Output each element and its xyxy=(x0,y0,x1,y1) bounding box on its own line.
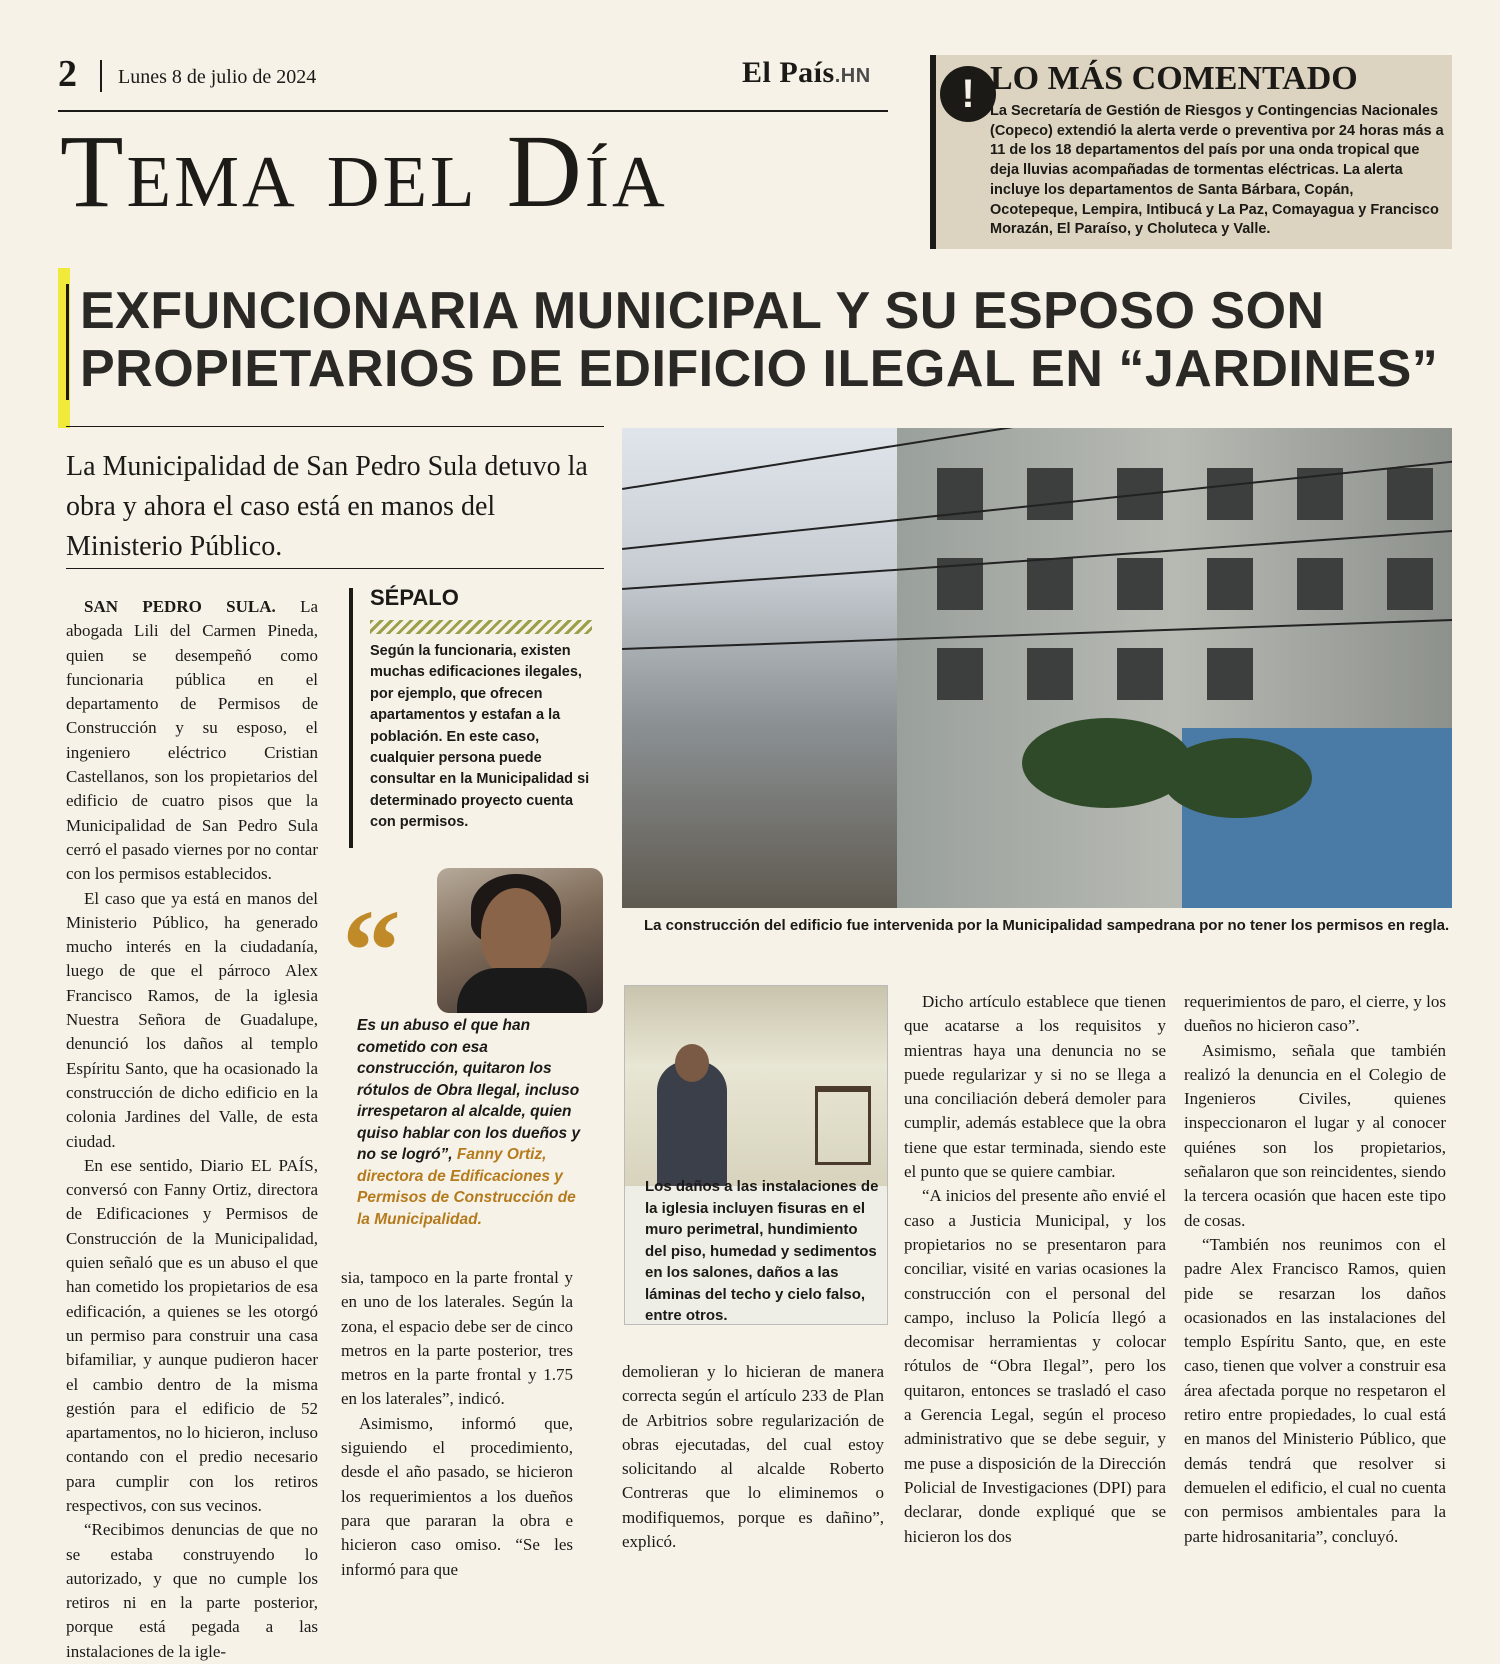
body-column-1 xyxy=(66,595,318,1664)
palm-tree xyxy=(1162,738,1312,818)
body-paragraph: El caso que ya está en manos del Ministerio Público, ha generado mucho interés en la ciudadanía, luego de que el párroco Alex Francisco Ramos, de la iglesia Nuestra Señora de Guadalupe, denunció los daños al templo Espíritu Santo, que ha ocasionado la construcción de dicho edificio en la colonia Jardines del Valle, de esta ciudad. xyxy=(66,888,318,1151)
headline-line-1: EXFUNCIONARIA MUNICIPAL Y SU ESPOSO SON xyxy=(80,282,1325,340)
window xyxy=(1387,558,1433,610)
window xyxy=(1207,468,1253,520)
lo-mas-comentado-title: LO MÁS COMENTADO xyxy=(990,60,1358,97)
body-paragraph: Dicho artículo establece que tienen que acatarse a los requisitos y mientras haya una denuncia no se puede regularizar y si no se llega a una conciliación deberá demoler para cumplir, además establece que la obra tiene que estar terminada, siendo este el punto que se quiere cambiar. xyxy=(904,992,1166,1182)
headline-rule xyxy=(66,426,604,427)
pull-quote-attribution: Fanny Ortiz, directora de Edificaciones y Permisos de Construcción de la Municipalidad. xyxy=(357,1146,576,1228)
window xyxy=(1027,468,1073,520)
header-divider xyxy=(100,60,102,92)
inset-photo-caption: Los daños a las instalaciones de la iglesia incluyen fisuras en el muro perimetral, hundimiento del piso, humedad y sedimentos en los salones, daños a las láminas del techo y cielo falso, entre otros. xyxy=(645,1178,879,1324)
window xyxy=(1297,558,1343,610)
exclamation-icon: ! xyxy=(940,66,996,122)
pull-quote xyxy=(357,1015,589,1230)
portrait-face xyxy=(481,888,551,978)
window xyxy=(1207,648,1253,700)
body-paragraph: “También nos reunimos con el padre Alex Francisco Ramos, quien pide se resarzan los daños ocasionados en las instalaciones del templo Espíritu Santo, que, en este caso, tienen que volver a construir esa área afectada porque no respetaron el retiro entre propiedades, lo cual está en manos del Ministerio Público, que demás tendrá que resolver si demuelen el edificio, el cual no cuenta con permisos ambientales para la parte hidrosanitaria”, concluyó. xyxy=(1184,1234,1446,1546)
page-number: 2 xyxy=(58,53,77,95)
body-paragraph: “Recibimos denuncias de que no se estaba construyendo lo autorizado, y que no cumple los retiros ni en la parte posterior, porque está pegada a las instalaciones de la igle- xyxy=(66,1520,318,1661)
logo-suffix: .HN xyxy=(834,65,871,87)
inset-person-head xyxy=(675,1044,709,1082)
header-rule xyxy=(58,110,888,112)
article-deck: La Municipalidad de San Pedro Sula detuvo la obra y ahora el caso está en manos del Ministerio Público. xyxy=(66,451,588,562)
window xyxy=(1027,558,1073,610)
body-column-4 xyxy=(904,990,1166,1549)
window xyxy=(1387,468,1433,520)
body-paragraph: Asimismo, señala que también realizó la denuncia en el Colegio de Ingenieros Civiles, quienes inspeccionaron el lugar y al conocer quiénes son los propietarios, señalaron que son reincidentes, siendo la tercera ocasión que hacen este tipo de cosas. xyxy=(1184,1040,1446,1230)
window xyxy=(937,648,983,700)
body-text: La abogada Lili del Carmen Pineda, quien se desempeñó como funcionaria pública en el departamento de Permisos de Construcción y su esposo, el ingeniero eléctrico Cristian Castellanos, son los propietarios del edificio de cuatro pisos que la Municipalidad de San Pedro Sula cerró el pasado viernes por no contar con los permisos establecidos. xyxy=(66,597,319,884)
window xyxy=(1117,558,1163,610)
body-column-2 xyxy=(341,1266,573,1582)
body-paragraph: sia, tampoco en la parte frontal y en uno de los laterales. Según la zona, el espacio debe ser de cinco metros en la parte posterior, tres metros en la parte frontal y 1.75 en los laterales”, indicó. xyxy=(341,1268,573,1409)
main-photo xyxy=(622,428,1452,908)
section-kicker: Tema del Día xyxy=(60,114,668,229)
body-column-3 xyxy=(622,1360,884,1554)
body-paragraph: “A inicios del presente año envié el caso a Justicia Municipal, y los propietarios no se presentaron para conciliar, visité en varias ocasiones la construcción con el personal del campo, incluso la Policía llegó a decomisar herramientas y colocar rótulos de “Obra Ilegal”, pero los quitaron, entonces se trasladó el caso a Gerencia Legal, según el proceso administrativo que se debe seguir, y me puse a disposición de la Dirección Policial de Investigaciones (DPI) para declarar, donde expliqué que se hicieron los dos xyxy=(904,1186,1166,1546)
pull-quote-text: Es un abuso el que han cometido con esa construcción, quitaron los rótulos de Obra Ilegal, incluso irrespetaron al alcalde, quien quiso hablar con los dueños y no se logró”, xyxy=(357,1017,581,1163)
body-paragraph xyxy=(66,595,318,887)
window xyxy=(1117,648,1163,700)
newspaper-logo xyxy=(742,56,871,90)
sepalo-bar xyxy=(349,588,353,848)
window xyxy=(1027,648,1073,700)
headline-bar xyxy=(66,284,69,400)
quote-mark-icon: “ xyxy=(342,885,401,1016)
body-column-5 xyxy=(1184,990,1446,1549)
body-paragraph: demolieran y lo hicieran de manera correcta según el artículo 233 de Plan de Arbitrios sobre regularización de obras ejecutadas, del cual estoy solicitando al alcalde Roberto Contreras que lo eliminemos o modifiquemos, porque es dañino”, explicó. xyxy=(622,1362,884,1552)
body-paragraph: En ese sentido, Diario EL PAÍS, conversó con Fanny Ortiz, directora de Edificaciones y Permisos de Construcción de la Municipalidad, quien señaló que es un abuso el que han cometido los propietarios de esa edificación, a quienes se les otorgó un permiso para construir una casa bifamiliar, y aunque pudieron hacer el cambio dentro de la misma gestión para el edificio de 52 apartamentos, no lo hicieron, incluso contando con el predio necesario para cumplir con los retiros respectivos, con sus vecinos. xyxy=(66,1155,318,1515)
article-headline xyxy=(80,282,1470,398)
sepalo-title: SÉPALO xyxy=(370,585,459,610)
dateline: SAN PEDRO SULA. xyxy=(84,597,276,616)
body-paragraph: Asimismo, informó que, siguiendo el procedimiento, desde el año pasado, se hicieron los requerimientos a los dueños para que pararan la obra e hicieron caso omiso. “Se les informó para que xyxy=(341,1413,573,1579)
issue-date: Lunes 8 de julio de 2024 xyxy=(118,66,317,88)
logo-main: El País xyxy=(742,56,835,89)
body-paragraph: requerimientos de paro, el cierre, y los dueños no hicieron caso”. xyxy=(1184,992,1446,1036)
headline-line-2: PROPIETARIOS DE EDIFICIO ILEGAL EN “JARDINES” xyxy=(80,340,1439,398)
window xyxy=(1207,558,1253,610)
deck-rule xyxy=(66,568,604,569)
sepalo-text: Según la funcionaria, existen muchas edificaciones ilegales, por ejemplo, que ofrecen apartamentos y estafan a la población. En este caso, cualquier persona puede consultar en la Municipalidad si determinado proyecto cuenta con permisos. xyxy=(370,643,590,831)
lo-mas-comentado-text: La Secretaría de Gestión de Riesgos y Contingencias Nacionales (Copeco) extendió la alerta verde o preventiva por 24 horas más a 11 de los 18 departamentos del país por una onda tropical que deja lluvias acompañadas de tormentas eléctricas. La alerta incluye los departamentos de Santa Bárbara, Copán, Ocotepeque, Lempira, Intibucá y La Paz, Comayagua y Francisco Morazán, El Paraíso, y Choluteca y Valle. xyxy=(990,103,1444,238)
lo-mas-comentado-bar xyxy=(930,55,936,249)
sepalo-decoration xyxy=(370,620,592,634)
quote-portrait xyxy=(437,868,603,1013)
inset-chair xyxy=(815,1086,871,1165)
portrait-body xyxy=(457,968,587,1013)
main-photo-caption: La construcción del edificio fue intervenida por la Municipalidad sampedrana por no tener los permisos en regla. xyxy=(644,917,1450,934)
